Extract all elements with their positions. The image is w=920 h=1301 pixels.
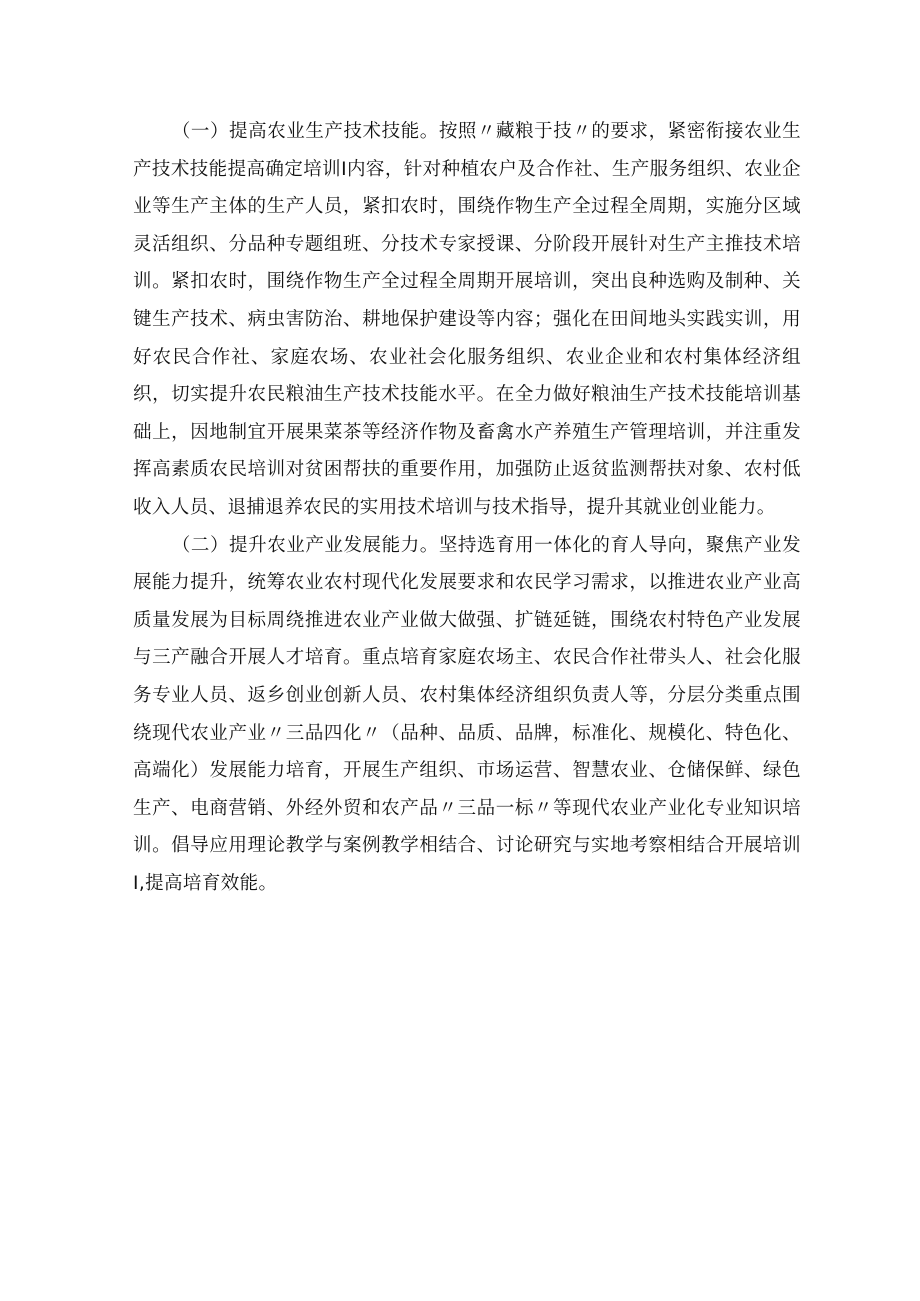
document-body [133,113,801,902]
paragraph-2: （二）提升农业产业发展能力。坚持选育用一体化的育人导向，聚焦产业发展能力提升，统筹农业农村现代化发展要求和农民学习需求，以推进农业产业高质量发展为目标周绕推进农业产业做大做强、扩链延链，围绕农村特色产业发展与三产融合开展人才培育。重点培育家庭农场主、农民合作社带头人、社会化服务专业人员、返乡创业创新人员、农村集体经济组织负责人等，分层分类重点围绕现代农业产业〃三品四化〃（品种、品质、品牌，标准化、规模化、特色化、高端化）发展能力培育，开展生产组织、市场运营、智慧农业、仓储保鲜、绿色生产、电商营销、外经外贸和农产品〃三品一标〃等现代农业产业化专业知识培训。倡导应用理论教学与案例教学相结合、讨论研究与实地考察相结合开展培训Ⅰ,提高培育效能。 [133,534,801,894]
paragraph-1: （一）提高农业生产技术技能。按照〃藏粮于技〃的要求，紧密衔接农业生产技术技能提高确定培训Ⅰ内容，针对种植农户及合作社、生产服务组织、农业企业等生产主体的生产人员，紧扣农时，围绕作物生产全过程全周期，实施分区域灵活组织、分品种专题组班、分技术专家授课、分阶段开展针对生产主推技术培训。紧扣农时，围绕作物生产全过程全周期开展培训，突出良种选购及制种、关键生产技术、病虫害防治、耕地保护建设等内容；强化在田间地头实践实训，用好农民合作社、家庭农场、农业社会化服务组织、农业企业和农村集体经济组织，切实提升农民粮油生产技术技能水平。在全力做好粮油生产技术技能培训基础上，因地制宜开展果菜茶等经济作物及畜禽水产养殖生产管理培训，并注重发挥高素质农民培训对贫困帮扶的重要作用，加强防止返贫监测帮扶对象、农村低收入人员、退捕退养农民的实用技术培训与技术指导，提升其就业创业能力。 [133,121,801,518]
